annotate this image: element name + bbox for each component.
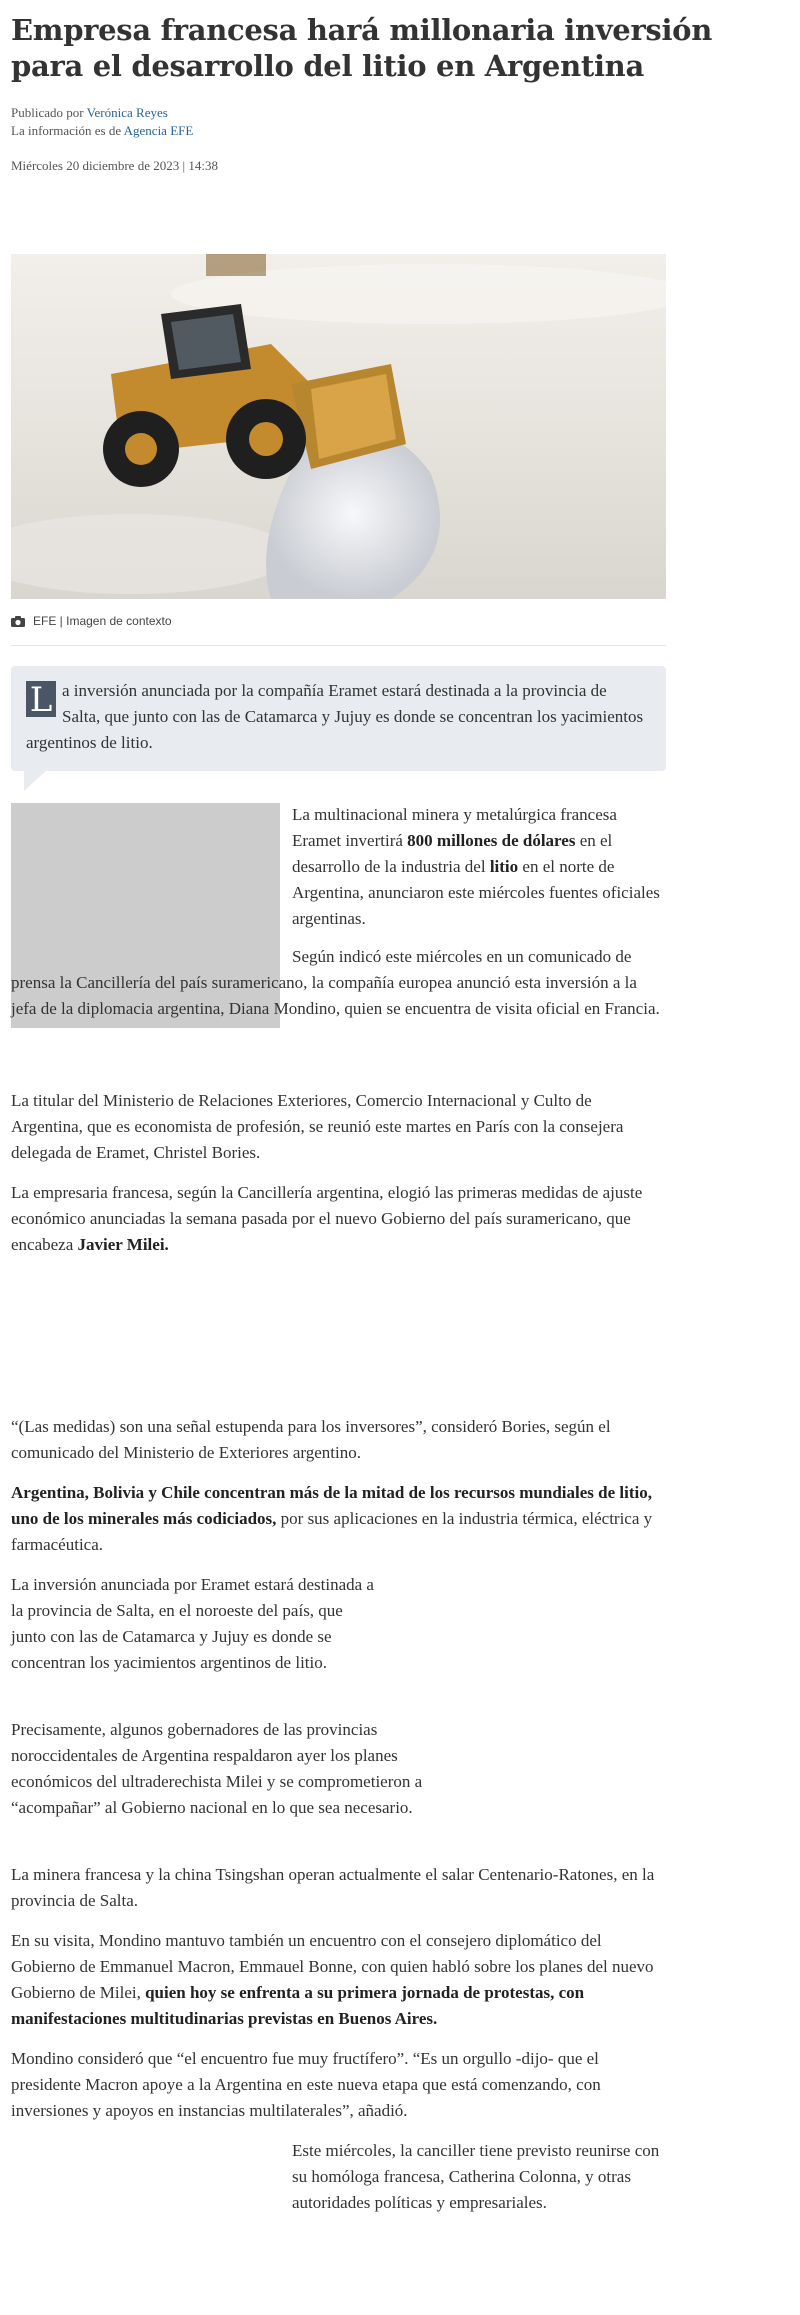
summary-body: a inversión anunciada por la compañía Eramet estará destinada a la provincia de Salta, que junto con las de Catamarca y Jujuy es donde se concentran los yacimientos argentinos de litio. [26,681,644,752]
salt-flat-loader-image [11,254,666,599]
camera-icon [11,616,25,627]
p1-part-1: La multinacional minera y metalúrgica francesa Eramet invertirá [292,805,617,850]
p10-text: En su visita, Mondino mantuvo también un encuentro con el consejero diplomático del Gobierno de Emmanuel Macron, Emmauel Bonne, con quien habló sobre los planes del nuevo Gobierno de Milei, [11,1931,654,2002]
photo-caption [11,614,172,628]
article-photo [11,254,666,599]
paragraph-4 [11,1180,666,1258]
p6-text: por sus aplicaciones en la industria térmica, eléctrica y farmacéutica. [11,1509,653,1554]
p1-part-2: en el desarrollo de la industria del [292,831,613,876]
article-title: Empresa francesa hará millonaria inversión para el desarrollo del litio en Argentina [11,13,712,83]
summary-text [26,678,646,756]
byline [11,104,168,122]
p4-milei: Javier Milei. [77,1235,169,1254]
paragraph-8: Precisamente, algunos gobernadores de las provincias noroccidentales de Argentina respaldaron ayer los planes económicos del ultraderechista Milei y se comprometieron a “acompañar” al Gobierno nacional en lo que sea necesario. [11,1720,423,1817]
source-link[interactable]: Agencia EFE [123,123,194,138]
paragraph-12: Este miércoles, la canciller tiene previsto reunirse con su homóloga francesa, Catherina Colonna, y otras autoridades políticas y empresariales. [292,2141,660,2212]
paragraph-5: “(Las medidas) son una señal estupenda para los inversores”, consideró Bories, según el comunicado del Ministerio de Exteriores argentino. [11,1417,611,1462]
paragraph-11: Mondino consideró que “el encuentro fue muy fructífero”. “Es un orgullo -dijo- que el presidente Macron apoye a la Argentina en este nueva etapa que está comenzando, con inversiones y apoyos en instancias multilaterales”, añadió. [11,2049,601,2120]
p1-part-3: en el norte de Argentina, anunciaron este miércoles fuentes oficiales argentinas. [292,857,660,928]
p1-lithium: litio [489,857,519,876]
paragraph-6 [11,1480,666,1558]
caption-divider [11,645,666,646]
p1-amount: 800 millones de dólares [407,831,576,850]
p10-bold: quien hoy se enfrenta a su primera jornada de protestas, con manifestaciones multitudinarias previstas en Buenos Aires. [11,1983,585,2028]
source-line [11,122,193,140]
published-prefix: Publicado por [11,105,87,120]
paragraph-1 [292,802,666,932]
paragraph-7: La inversión anunciada por Eramet estará destinada a la provincia de Salta, en el noroeste del país, que junto con las de Catamarca y Jujuy es donde se concentran los yacimientos argentinos de litio. [11,1575,374,1672]
summary-tail [24,771,46,791]
summary-dropcap: L [26,681,56,717]
author-link[interactable]: Verónica Reyes [86,105,168,120]
p4-text: La empresaria francesa, según la Cancillería argentina, elogió las primeras medidas de ajuste económico anunciadas la semana pasada por el nuevo Gobierno del país suramericano, que encabeza [11,1183,643,1254]
article-summary [11,666,666,771]
paragraph-10 [11,1928,666,2032]
publish-date: Miércoles 20 diciembre de 2023 | 14:38 [11,158,218,173]
paragraph-2: Según indicó este miércoles en un comunicado de prensa la Cancillería del país suramericano, la compañía europea anunció esta inversión a la jefa de la diplomacia argentina, Diana Mondino, quien se encuentra de visita oficial en Francia. [11,947,660,1018]
paragraph-9: La minera francesa y la china Tsingshan operan actualmente el salar Centenario-Ratones, en la provincia de Salta. [11,1865,655,1910]
p6-bold: Argentina, Bolivia y Chile concentran más de la mitad de los recursos mundiales de litio, uno de los minerales más codiciados, [11,1483,652,1528]
paragraph-3: La titular del Ministerio de Relaciones Exteriores, Comercio Internacional y Culto de Argentina, que es economista de profesión, se reunió este martes en París con la consejera delegada de Eramet, Christel Bories. [11,1091,624,1162]
caption-text: EFE | Imagen de contexto [33,614,172,628]
source-prefix: La información es de [11,123,124,138]
